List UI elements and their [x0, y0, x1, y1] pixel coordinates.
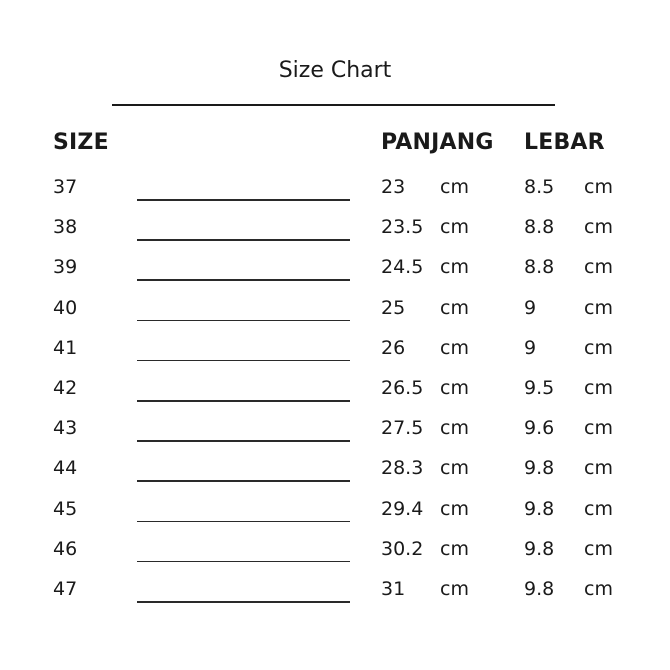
table-row [0, 216, 670, 256]
size-cell: 41 [53, 336, 78, 359]
lebar-value: 9.8 [524, 457, 555, 480]
lebar-value: 9.8 [524, 578, 555, 600]
size-cell: 47 [53, 578, 78, 600]
lebar-unit: cm [584, 176, 613, 198]
row-divider-line [137, 279, 350, 281]
table-row [0, 578, 670, 618]
row-divider-line [137, 521, 350, 523]
panjang-value: 23.5 [381, 216, 424, 239]
panjang-unit: cm [440, 336, 469, 359]
panjang-unit: cm [440, 457, 469, 480]
lebar-value: 8.5 [524, 176, 555, 198]
lebar-unit: cm [584, 296, 613, 319]
size-cell: 42 [53, 377, 78, 399]
table-row [0, 256, 670, 296]
lebar-unit: cm [584, 417, 613, 440]
panjang-value: 27.5 [381, 417, 424, 440]
size-cell: 40 [53, 296, 78, 319]
lebar-unit: cm [584, 216, 613, 239]
size-cell: 44 [53, 457, 78, 480]
lebar-unit: cm [584, 578, 613, 600]
panjang-value: 30.2 [381, 537, 424, 560]
table-row [0, 297, 670, 337]
row-divider-line [137, 199, 350, 201]
panjang-unit: cm [440, 216, 469, 239]
panjang-unit: cm [440, 256, 469, 279]
size-cell: 45 [53, 497, 78, 520]
table-row [0, 417, 670, 457]
table-row [0, 538, 670, 578]
row-divider-line [137, 440, 350, 442]
row-divider-line [137, 320, 350, 322]
lebar-value: 9 [524, 336, 537, 359]
lebar-value: 9.8 [524, 497, 555, 520]
table-row [0, 498, 670, 538]
lebar-unit: cm [584, 377, 613, 399]
header-lebar: LEBAR [524, 130, 605, 155]
table-row [0, 337, 670, 377]
lebar-unit: cm [584, 497, 613, 520]
header-panjang: PANJANG [381, 130, 494, 155]
panjang-value: 26 [381, 336, 406, 359]
panjang-unit: cm [440, 497, 469, 520]
row-divider-line [137, 561, 350, 563]
size-cell: 43 [53, 417, 78, 440]
page-title: Size Chart [278, 58, 392, 83]
size-cell: 37 [53, 176, 78, 198]
size-cell: 39 [53, 256, 78, 279]
panjang-unit: cm [440, 377, 469, 399]
table-row [0, 457, 670, 497]
lebar-value: 9.5 [524, 377, 555, 399]
lebar-unit: cm [584, 336, 613, 359]
size-cell: 38 [53, 216, 78, 239]
lebar-unit: cm [584, 537, 613, 560]
lebar-value: 9 [524, 296, 537, 319]
lebar-value: 9.8 [524, 537, 555, 560]
panjang-value: 24.5 [381, 256, 424, 279]
row-divider-line [137, 239, 350, 241]
lebar-value: 8.8 [524, 216, 555, 239]
size-cell: 46 [53, 537, 78, 560]
panjang-unit: cm [440, 578, 469, 600]
row-divider-line [137, 480, 350, 482]
panjang-unit: cm [440, 417, 469, 440]
row-divider-line [137, 400, 350, 402]
table-row [0, 377, 670, 417]
panjang-unit: cm [440, 537, 469, 560]
panjang-unit: cm [440, 176, 469, 198]
lebar-value: 9.6 [524, 417, 555, 440]
panjang-value: 26.5 [381, 377, 424, 399]
panjang-unit: cm [440, 296, 469, 319]
row-divider-line [137, 601, 350, 603]
table-row [0, 176, 670, 216]
panjang-value: 31 [381, 578, 406, 600]
panjang-value: 28.3 [381, 457, 424, 480]
lebar-unit: cm [584, 457, 613, 480]
panjang-value: 25 [381, 296, 406, 319]
lebar-value: 8.8 [524, 256, 555, 279]
title-divider [112, 104, 555, 106]
header-size: SIZE [53, 130, 109, 155]
row-divider-line [137, 360, 350, 362]
panjang-value: 29.4 [381, 497, 424, 520]
panjang-value: 23 [381, 176, 406, 198]
lebar-unit: cm [584, 256, 613, 279]
